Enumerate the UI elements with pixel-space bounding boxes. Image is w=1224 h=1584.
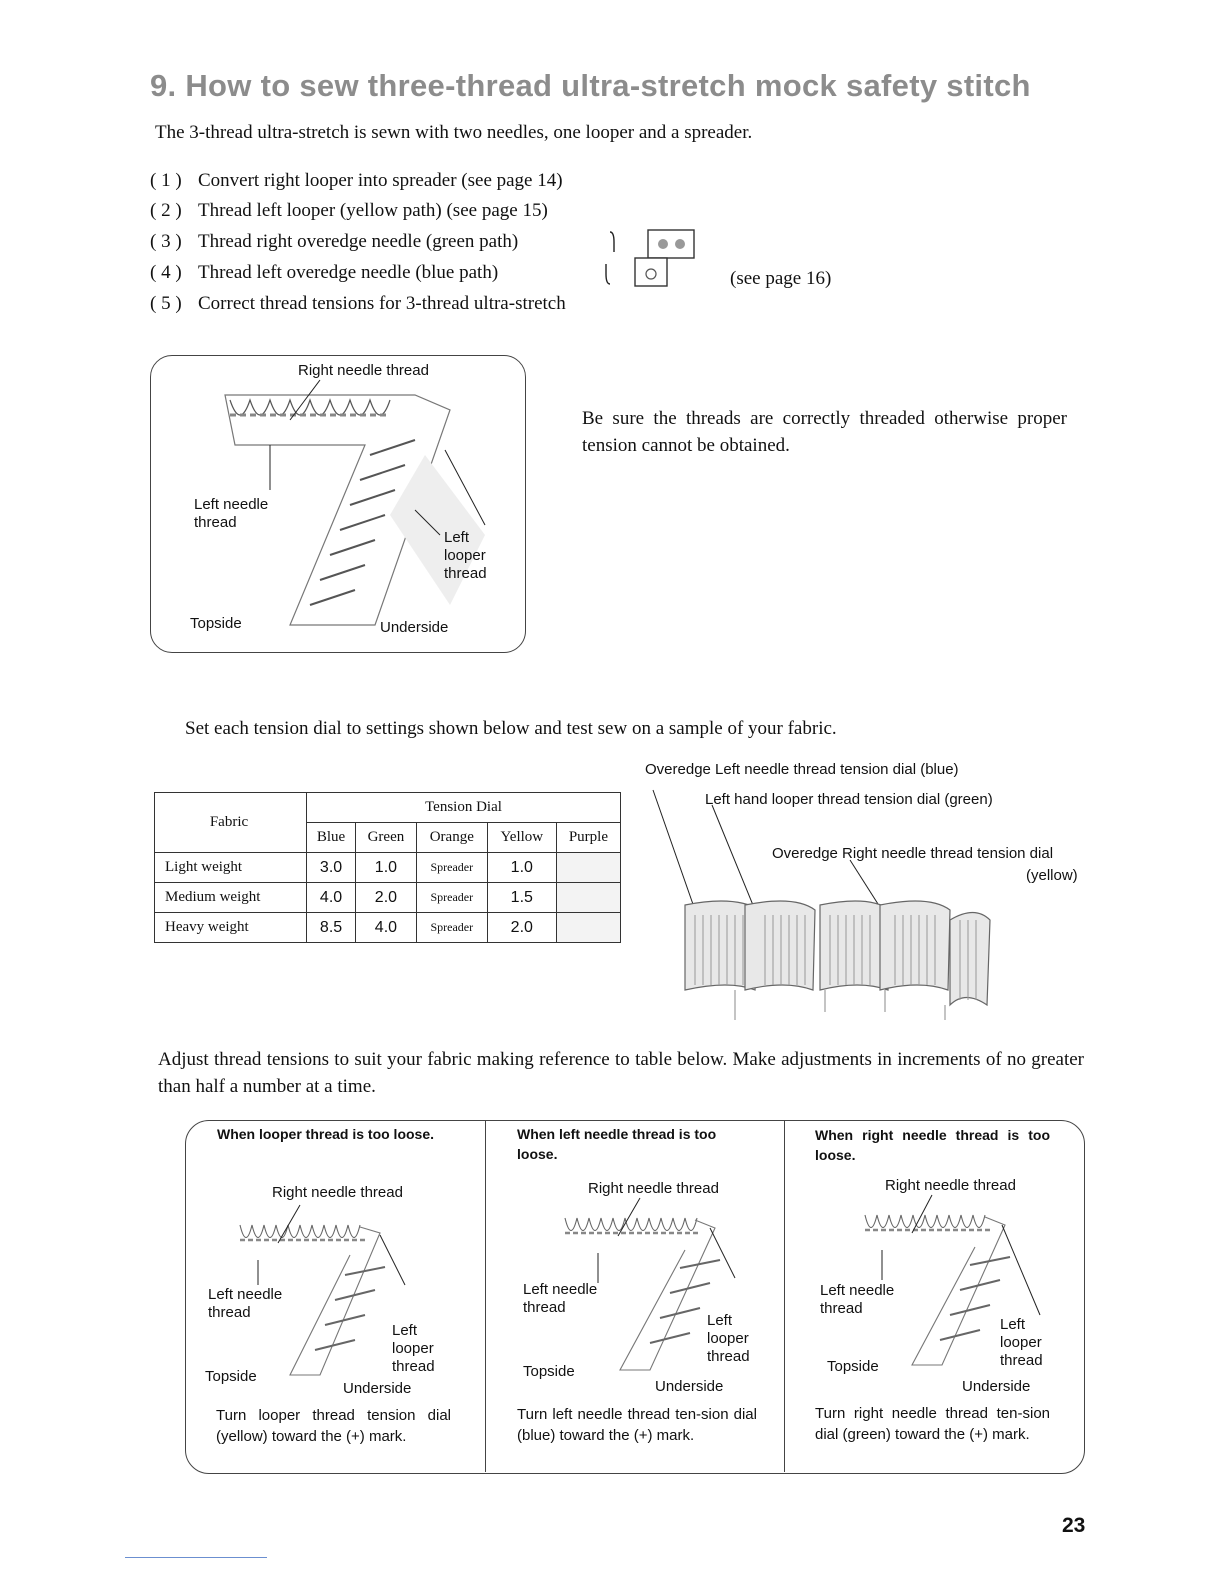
- footer-rule: [125, 1557, 267, 1558]
- tension-table: [154, 792, 621, 943]
- dial-label-left-looper: Left hand looper thread tension dial (green): [705, 791, 993, 808]
- set-instruction: Set each tension dial to settings shown below and test sew on a sample of your fabric.: [185, 718, 837, 739]
- intro-text: The 3-thread ultra-stretch is sewn with two needles, one looper and a spreader.: [155, 122, 753, 143]
- page-title: 9. How to sew three-thread ultra-stretch mock safety stitch: [150, 68, 1031, 103]
- panel-1-underside: Underside: [343, 1380, 412, 1397]
- step-1: ( 1 ) Convert right looper into spreader (see page 14): [150, 170, 563, 191]
- panel-3-left-looper: Left looper thread: [1000, 1316, 1043, 1369]
- panel-2-topside: Topside: [523, 1363, 575, 1380]
- panel-3-fix: Turn right needle thread ten-sion dial (green) toward the (+) mark.: [815, 1405, 1050, 1443]
- main-label-left-looper: Left looper thread: [444, 529, 487, 582]
- panel-2-underside: Underside: [655, 1378, 724, 1395]
- panel-1-fix: Turn looper thread tension dial (yellow) toward the (+) mark.: [216, 1407, 451, 1445]
- panel-1-heading: When looper thread is too loose.: [217, 1126, 435, 1142]
- panel-3-right-needle: Right needle thread: [885, 1177, 1016, 1194]
- table-col-blue: Blue: [307, 823, 356, 853]
- table-header-fabric: Fabric: [155, 793, 307, 853]
- step-3: ( 3 ) Thread right overedge needle (green path): [150, 231, 519, 252]
- panel-2-heading: When left needle thread is too loose.: [517, 1126, 717, 1162]
- main-label-left-needle: Left needle thread: [194, 496, 269, 531]
- panel-2-fix: Turn left needle thread ten-sion dial (blue) toward the (+) mark.: [517, 1406, 757, 1444]
- table-row: Medium weight 4.0 2.0 Spreader 1.5: [155, 883, 621, 913]
- panel-3-underside: Underside: [962, 1378, 1031, 1395]
- main-label-underside: Underside: [380, 619, 449, 636]
- warning-text: Be sure the threads are correctly threaded otherwise proper tension cannot be obtained.: [582, 408, 1067, 456]
- panel-2-left-looper: Left looper thread: [707, 1312, 750, 1365]
- table-header-tension-dial: Tension Dial: [307, 793, 621, 823]
- step-5: ( 5 ) Correct thread tensions for 3-thread ultra-stretch: [150, 293, 566, 314]
- dial-label-left-needle: Overedge Left needle thread tension dial (blue): [645, 761, 959, 778]
- main-label-right-needle: Right needle thread: [298, 362, 429, 379]
- panel-3-left-needle: Left needle thread: [820, 1282, 895, 1317]
- page-number: 23: [1062, 1514, 1086, 1537]
- panel-1-left-needle: Left needle thread: [208, 1286, 283, 1321]
- panel-2-right-needle: Right needle thread: [588, 1180, 719, 1197]
- table-col-purple: Purple: [556, 823, 620, 853]
- see-page-16: (see page 16): [730, 268, 832, 289]
- step-2: ( 2 ) Thread left looper (yellow path) (see page 15): [150, 200, 548, 221]
- dial-label-yellow: (yellow): [1026, 867, 1078, 884]
- main-label-topside: Topside: [190, 615, 242, 632]
- table-row: Light weight 3.0 1.0 Spreader 1.0: [155, 853, 621, 883]
- panel-1-right-needle: Right needle thread: [272, 1184, 403, 1201]
- panel-divider-2: [784, 1120, 785, 1472]
- step-4: ( 4 ) Thread left overedge needle (blue path): [150, 262, 499, 283]
- table-col-green: Green: [356, 823, 417, 853]
- panel-1-topside: Topside: [205, 1368, 257, 1385]
- table-col-orange: Orange: [416, 823, 487, 853]
- step-brace-graphic: [600, 228, 700, 290]
- panel-1-left-looper: Left looper thread: [392, 1322, 435, 1375]
- panel-3-heading: When right needle thread is too loose.: [815, 1127, 1050, 1163]
- dial-label-right-needle: Overedge Right needle thread tension dial: [772, 845, 1054, 862]
- panel-2-left-needle: Left needle thread: [523, 1281, 598, 1316]
- panel-3-topside: Topside: [827, 1358, 879, 1375]
- adjust-instruction: Adjust thread tensions to suit your fabric making reference to table below. Make adjustments in increments of no greater than half a number at a time.: [158, 1049, 1084, 1097]
- panel-divider-1: [485, 1120, 486, 1472]
- tension-dials-illustration: [645, 780, 1095, 1020]
- table-row: Heavy weight 8.5 4.0 Spreader 2.0: [155, 913, 621, 943]
- table-col-yellow: Yellow: [487, 823, 556, 853]
